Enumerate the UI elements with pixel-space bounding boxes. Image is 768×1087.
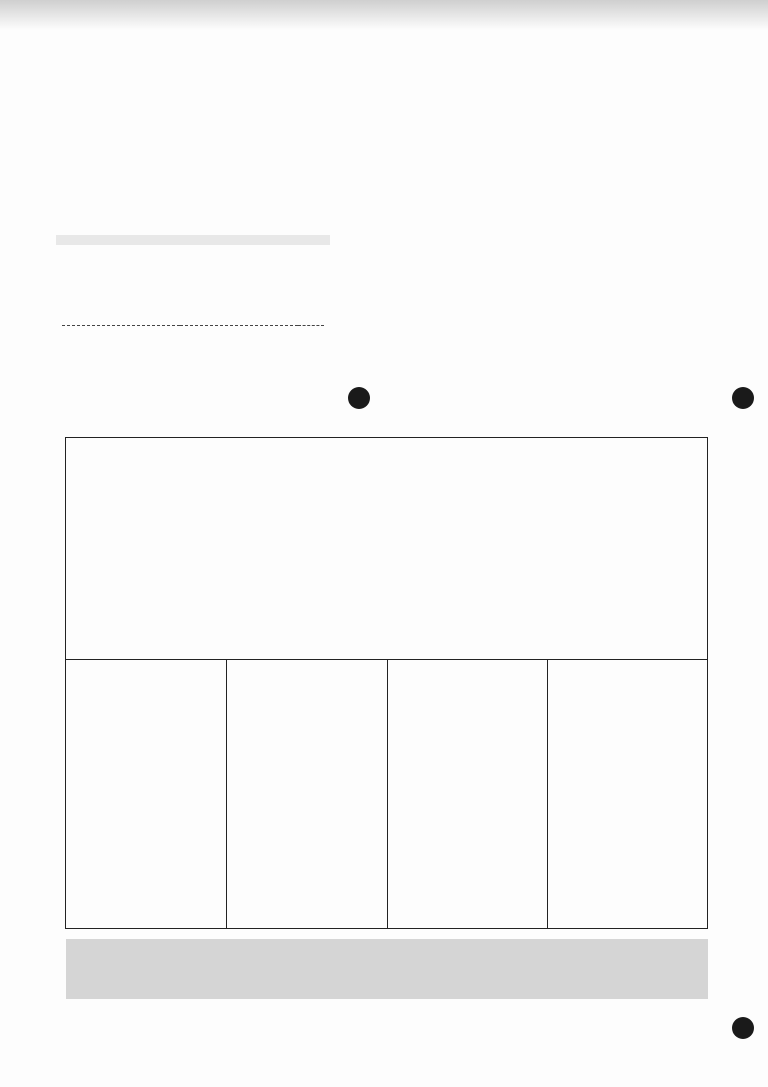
timetable-header-wednesday bbox=[388, 660, 548, 929]
timetable-header-row bbox=[66, 660, 708, 929]
my-timetable-corner bbox=[298, 326, 324, 353]
timetable-header-thursday bbox=[227, 660, 388, 929]
my-timetable-header bbox=[62, 326, 324, 353]
timetable-header-friday bbox=[66, 660, 227, 929]
my-timetable bbox=[62, 325, 324, 352]
torn-paper-edge bbox=[56, 235, 330, 245]
timetable-header-corner bbox=[548, 660, 708, 929]
exercise-1-number bbox=[732, 1017, 754, 1039]
school-timetable bbox=[65, 437, 708, 929]
my-timetable-monday bbox=[180, 326, 298, 353]
my-timetable-tuesday bbox=[62, 326, 180, 353]
lunch-label bbox=[66, 438, 708, 660]
exercise-2-number bbox=[732, 387, 754, 409]
word-box bbox=[66, 939, 708, 999]
lunch-row bbox=[66, 438, 708, 660]
exercise-3-number bbox=[348, 387, 370, 409]
